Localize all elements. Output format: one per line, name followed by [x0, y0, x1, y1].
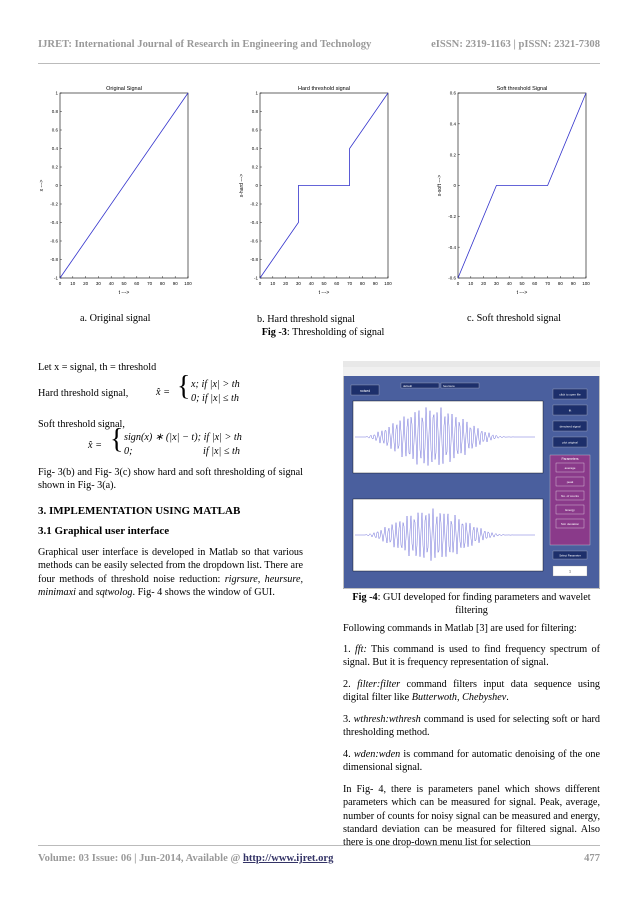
x-tick-label: 30 — [295, 281, 301, 286]
let-line: Let x = signal, th = threshold — [38, 362, 157, 373]
x-tick-label: 0 — [58, 281, 62, 286]
gui-titlebar — [343, 361, 600, 367]
soft-brace: { — [110, 424, 124, 455]
x-axis-label: t ---> — [516, 290, 528, 296]
gui-parameters-title: Parameters — [561, 457, 579, 461]
y-tick-label: -1 — [53, 275, 58, 281]
gui-dropdown-2-label: heursure — [443, 384, 455, 388]
y-tick-label: 0.8 — [251, 109, 258, 115]
gui-para-text: Graphical user interface is developed in Matlab so that various methods can be easily selected from the dropdown list. There are four methods of threshold noise reduction: — [38, 547, 303, 585]
page-header — [38, 39, 600, 50]
y-tick-label: -0.8 — [50, 257, 58, 263]
c2-num: 2. — [343, 679, 358, 690]
gui-paragraph — [38, 546, 303, 599]
c2-desc: command filters input data sequence using digital filter like — [343, 679, 601, 704]
fig4-text: : GUI developed for finding parameters and wavelet filtering — [377, 592, 591, 616]
x-tick-label: 20 — [283, 281, 289, 286]
x-tick-label: 10 — [70, 281, 76, 286]
y-tick-label: 0.2 — [51, 164, 58, 170]
x-tick-label: 30 — [95, 281, 101, 286]
gui-methods: rigrsure, heursure, minimaxi — [38, 573, 304, 598]
gui-dropdown-1-label: default — [403, 384, 413, 388]
x-tick-label: 70 — [347, 281, 353, 286]
c3-desc: command is used for selecting soft or hard thresholding method. — [343, 714, 600, 739]
gui-parameter-button-label: average — [564, 466, 576, 470]
hard-eq-lhs: x̂ = — [156, 387, 170, 398]
x-tick-label: 40 — [308, 281, 314, 286]
y-tick-label: 0 — [55, 183, 58, 189]
command-3 — [343, 713, 600, 740]
caption-a: a. Original signal — [80, 313, 151, 324]
y-tick-label: 0.6 — [449, 90, 456, 96]
y-tick-label: 0.2 — [449, 152, 456, 158]
footer-rule — [38, 845, 600, 846]
original-signal-plot — [38, 80, 198, 310]
x-tick-label: 80 — [359, 281, 365, 286]
y-tick-label: 1 — [55, 90, 58, 96]
y-tick-label: -0.4 — [448, 244, 456, 250]
soft-eq-lhs: x̂ = — [88, 440, 102, 451]
commands-intro: Following commands in Matlab [3] are used for filtering: — [343, 623, 577, 634]
y-tick-label: 0 — [453, 183, 456, 189]
plot-title: Original Signal — [106, 86, 142, 92]
fig4-caption — [343, 591, 600, 617]
hard-case-1: x; if |x| > th — [191, 379, 240, 390]
x-axis-label: t ---> — [318, 290, 330, 296]
x-tick-label: 70 — [545, 281, 551, 286]
x-tick-label: 50 — [121, 281, 127, 286]
subsection-heading: 3.1 Graphical user interface — [38, 525, 170, 537]
y-tick-label: 0.8 — [51, 109, 58, 115]
x-tick-label: 40 — [506, 281, 512, 286]
gui-right-button-label: click to open file — [559, 392, 581, 397]
c2-end: . — [506, 692, 509, 704]
x-tick-label: 0 — [456, 281, 460, 286]
y-tick-label: -0.6 — [448, 275, 456, 281]
soft-threshold-plot — [436, 80, 596, 310]
gui-parameter-button-label: Std. deviation — [560, 522, 580, 526]
x-tick-label: 30 — [493, 281, 499, 286]
gui-method-last: sqtwolog — [95, 586, 133, 598]
y-tick-label: 0.4 — [51, 146, 58, 152]
y-tick-label: -0.6 — [50, 238, 58, 244]
c3-num: 3. — [343, 714, 354, 725]
hard-case-2: 0; if |x| ≤ th — [191, 393, 239, 404]
c1-num: 1. — [343, 644, 355, 655]
c1-cmd: fft: — [354, 644, 367, 655]
hard-brace: { — [177, 371, 191, 402]
soft-eq-label: Soft threshold signal, — [38, 419, 125, 430]
x-tick-label: 80 — [159, 281, 165, 286]
gui-right-button-label: plot original — [562, 440, 578, 445]
y-axis-label: x ---> — [39, 179, 45, 192]
gui-right-button-label: denoised signal — [559, 424, 581, 429]
x-tick-label: 70 — [147, 281, 153, 286]
page-footer — [38, 853, 600, 864]
x-tick-label: 60 — [532, 281, 538, 286]
fig3-label: Fig -3 — [261, 327, 287, 338]
fig-reference-text: Fig- 3(b) and Fig- 3(c) show hard and soft thresholding of signal shown in Fig- 3(a). — [38, 467, 303, 492]
hard-threshold-plot — [238, 80, 398, 310]
gui-value-text: 1 — [569, 569, 571, 574]
x-tick-label: 90 — [570, 281, 576, 286]
fig4-label: Fig -4 — [352, 592, 378, 603]
gui-screenshot — [343, 361, 600, 589]
y-axis-label: x-soft ---> — [437, 174, 443, 197]
y-tick-label: -0.2 — [50, 201, 58, 207]
page-number: 477 — [584, 853, 600, 864]
plot-title: Hard threshold signal — [298, 86, 350, 92]
gui-image — [343, 361, 600, 589]
c4-cmd: wden:wden — [353, 749, 401, 760]
c2-cmd: filter:filter — [357, 679, 401, 690]
x-tick-label: 20 — [481, 281, 487, 286]
y-tick-label: 0.6 — [51, 127, 58, 133]
journal-name: IJRET: International Journal of Research in Engineering and Technology — [38, 39, 372, 50]
y-tick-label: -0.2 — [448, 213, 456, 219]
y-tick-label: -1 — [253, 275, 258, 281]
y-tick-label: -0.8 — [250, 257, 258, 263]
footer-volume: Volume: 03 Issue: 06 | Jun-2014, Available @ — [38, 853, 243, 864]
soft-case-1: sign(x) ∗ (|x| − t); if |x| > th — [124, 432, 242, 443]
fig3-caption — [248, 327, 398, 338]
c4-desc: is command for automatic denoising of the one dimensional signal. — [343, 749, 600, 774]
header-rule — [38, 63, 600, 64]
y-tick-label: -0.4 — [50, 220, 58, 226]
caption-c: c. Soft threshold signal — [467, 313, 561, 324]
footer-link[interactable]: http://www.ijret.org — [242, 853, 334, 864]
x-tick-label: 60 — [134, 281, 140, 286]
x-tick-label: 50 — [519, 281, 525, 286]
c2-filters: Butterwoth, Chebyshev — [411, 692, 507, 704]
x-tick-label: 50 — [321, 281, 327, 286]
c1-desc: This command is used to find frequency spectrum of signal. But it is frequency representation of signal. — [343, 644, 601, 669]
issn: eISSN: 2319-1163 | pISSN: 2321-7308 — [431, 39, 600, 50]
y-tick-label: -0.4 — [250, 220, 258, 226]
gui-right-button-label: fft — [568, 408, 572, 413]
c4-num: 4. — [343, 749, 354, 760]
y-axis-label: x-hard ---> — [239, 173, 245, 198]
x-tick-label: 80 — [557, 281, 563, 286]
command-2 — [343, 678, 600, 705]
x-axis-label: t ---> — [118, 290, 130, 296]
gui-para-end: . Fig- 4 shows the window of GUI. — [132, 586, 275, 598]
x-tick-label: 100 — [384, 281, 392, 286]
x-tick-label: 10 — [468, 281, 474, 286]
y-tick-label: 1 — [255, 90, 258, 96]
x-tick-label: 10 — [270, 281, 276, 286]
y-tick-label: 0.4 — [251, 146, 258, 152]
hard-eq-label: Hard threshold signal, — [38, 388, 129, 399]
command-4 — [343, 748, 600, 775]
y-tick-label: -0.6 — [250, 238, 258, 244]
section-heading: 3. IMPLEMENTATION USING MATLAB — [38, 505, 241, 517]
x-tick-label: 60 — [334, 281, 340, 286]
x-tick-label: 20 — [83, 281, 89, 286]
soft-case-2a: 0; — [124, 446, 133, 457]
x-tick-label: 100 — [582, 281, 590, 286]
x-tick-label: 90 — [172, 281, 178, 286]
fig3-title: : Thresholding of signal — [286, 327, 385, 338]
x-tick-label: 90 — [372, 281, 378, 286]
gui-toolbar — [343, 367, 600, 376]
gui-parameter-button-label: Energy — [565, 508, 575, 512]
parameters-paragraph: In Fig- 4, there is parameters panel which shows different parameters which can be measured for signal. Peak, average, number of counts for noisy signal can be measured and energy, standard deviation can be measured for filtered signal. Also there is one drop-down menu list for selection — [343, 784, 600, 849]
plot-title: Soft threshold Signal — [496, 86, 548, 92]
gui-and: and — [75, 586, 96, 598]
soft-case-2b: if |x| ≤ th — [203, 446, 240, 457]
gui-noised-label: noised — [359, 389, 371, 393]
y-tick-label: 0 — [255, 183, 258, 189]
c3-cmd: wthresh:wthresh — [353, 714, 421, 725]
y-tick-label: 0.6 — [251, 127, 258, 133]
y-tick-label: -0.2 — [250, 201, 258, 207]
y-tick-label: 0.4 — [449, 121, 456, 127]
caption-b: b. Hard threshold signal — [257, 314, 355, 325]
x-tick-label: 100 — [184, 281, 192, 286]
x-tick-label: 0 — [258, 281, 262, 286]
x-tick-label: 40 — [108, 281, 114, 286]
gui-parameter-button-label: peak — [566, 480, 574, 484]
gui-parameter-button-label: No. of counts — [561, 494, 579, 498]
gui-select-parameter-label: Select Parameter — [559, 553, 581, 558]
y-tick-label: 0.2 — [251, 164, 258, 170]
command-1 — [343, 643, 600, 670]
